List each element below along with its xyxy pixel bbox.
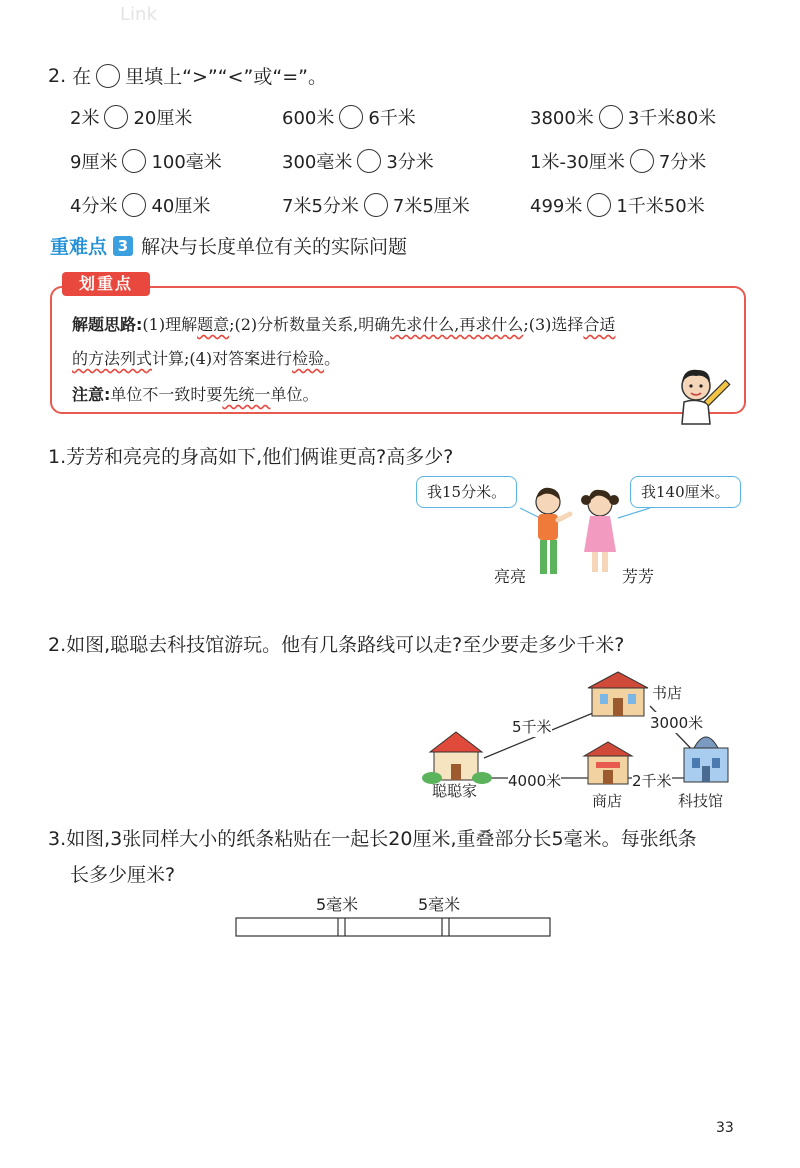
label-home: 聪聪家 <box>432 782 478 800</box>
text-segment: 单位不一致时要 <box>110 385 223 404</box>
comparison-item <box>70 104 192 130</box>
section-title: 解决与长度单位有关的实际问题 <box>141 236 408 258</box>
comparison-right: 7分米 <box>658 152 707 173</box>
shop-building-icon <box>584 742 632 784</box>
comparison-left: 499米 <box>530 196 583 217</box>
speech-bubble-fangfang: 我140厘米。 <box>630 476 741 508</box>
answer-circle[interactable] <box>122 193 146 217</box>
label-home-shop-distance: 4000米 <box>508 772 562 790</box>
answer-circle[interactable] <box>339 105 363 129</box>
comparison-right: 1千米50米 <box>616 196 705 217</box>
comparison-left: 4分米 <box>70 196 118 217</box>
section-header <box>50 232 407 259</box>
comparison-right: 7米5厘米 <box>392 196 470 217</box>
wavy-text: 先统一 <box>222 385 271 404</box>
comparison-item <box>70 192 210 218</box>
q2-prompt-suffix: 里填上“>”“<”或“=”。 <box>125 66 327 88</box>
comparison-right: 6千米 <box>368 108 416 129</box>
wavy-text: 的方法列式 <box>72 349 153 368</box>
comparison-right: 20厘米 <box>133 108 193 129</box>
comparison-left: 9厘米 <box>70 152 118 173</box>
overlap-label-2: 5毫米 <box>418 895 461 914</box>
comparison-item <box>530 148 706 174</box>
label-shop-museum-distance: 2千米 <box>632 772 672 790</box>
label-fangfang: 芳芳 <box>622 567 655 586</box>
answer-circle[interactable] <box>364 193 388 217</box>
label-shop: 商店 <box>592 792 623 810</box>
comparison-right: 40厘米 <box>151 196 211 217</box>
thinking-label: 解题思路: <box>72 315 143 334</box>
wavy-text: 先求什么,再求什么 <box>390 315 524 334</box>
paper-strips-diagram <box>234 914 554 940</box>
comparison-left: 7米5分米 <box>282 196 359 217</box>
comparison-item <box>282 192 470 218</box>
section-number: 3 <box>113 236 133 256</box>
p1-text <box>48 442 453 469</box>
label-museum: 科技馆 <box>678 792 724 810</box>
comparison-left: 600米 <box>282 108 335 129</box>
bookstore-building-icon <box>588 672 648 716</box>
comparison-right: 3千米80米 <box>627 108 717 129</box>
overlap-label-1: 5毫米 <box>316 895 359 914</box>
p2-question: 如图,聪聪去科技馆游玩。他有几条路线可以走?至少要走多少千米? <box>66 634 625 656</box>
header-faded-text: Link <box>120 4 157 25</box>
answer-circle[interactable] <box>357 149 381 173</box>
text-segment: ;(2)分析数量关系,明确 <box>229 315 391 334</box>
text-segment: (1)理解 <box>142 315 198 334</box>
cartoon-boy-with-pencil-icon <box>672 364 736 428</box>
text-segment: 。 <box>324 349 341 368</box>
speech-bubble-liangliang: 我15分米。 <box>416 476 517 508</box>
comparison-item <box>70 148 222 174</box>
keypoint-tag: 划重点 <box>62 272 150 296</box>
answer-circle[interactable] <box>630 149 654 173</box>
comparison-right: 3分米 <box>386 152 434 173</box>
keypoint-note <box>72 382 318 405</box>
label-home-bookstore-distance: 5千米 <box>512 718 552 736</box>
p2-number: 2. <box>48 634 67 656</box>
strip-outline <box>236 918 550 936</box>
label-liangliang: 亮亮 <box>494 567 527 586</box>
p3-text-line-2: 长多少厘米? <box>70 864 176 886</box>
keypoint-line-2 <box>72 346 340 369</box>
answer-circle[interactable] <box>122 149 146 173</box>
wavy-text: 合适 <box>583 315 616 334</box>
comparison-item <box>530 104 716 130</box>
p1-question: 芳芳和亮亮的身高如下,他们俩谁更高?高多少? <box>66 446 454 468</box>
comparison-left: 1米-30厘米 <box>530 152 625 173</box>
keypoint-line-1 <box>72 312 615 335</box>
p1-number: 1. <box>48 446 67 468</box>
section-label: 重难点 <box>50 236 108 258</box>
q2-title <box>48 62 327 89</box>
comparison-grid <box>70 104 750 224</box>
science-museum-building-icon <box>684 737 728 782</box>
text-segment: ;(3)选择 <box>523 315 584 334</box>
answer-circle[interactable] <box>104 105 128 129</box>
comparison-left: 300毫米 <box>282 152 353 173</box>
q2-prompt: 在 <box>72 66 92 88</box>
answer-circle[interactable] <box>587 193 611 217</box>
label-bookstore: 书店 <box>652 684 683 702</box>
text-segment: 单位。 <box>270 385 319 404</box>
answer-circle[interactable] <box>599 105 623 129</box>
wavy-text: 题意 <box>197 315 230 334</box>
label-bookstore-museum-distance: 3000米 <box>650 714 704 732</box>
note-label: 注意: <box>72 385 111 404</box>
page-number: 33 <box>716 1120 734 1136</box>
comparison-right: 100毫米 <box>151 152 222 173</box>
comparison-item <box>282 104 416 130</box>
p3-number: 3. <box>48 828 67 850</box>
text-segment: 计算;(4)对答案进行 <box>152 349 293 368</box>
comparison-item <box>530 192 705 218</box>
wavy-text: 检验 <box>292 349 325 368</box>
p2-text <box>48 630 624 657</box>
q2-number: 2. <box>48 64 67 87</box>
p3-text-line-1 <box>48 824 697 851</box>
comparison-left: 2米 <box>70 108 100 129</box>
comparison-left: 3800米 <box>530 108 594 129</box>
p3-question-line-1: 如图,3张同样大小的纸条粘贴在一起长20厘米,重叠部分长5毫米。每张纸条 <box>66 828 697 850</box>
house-icon <box>422 732 492 784</box>
comparison-item <box>282 148 434 174</box>
circle-blank-icon <box>96 64 120 88</box>
